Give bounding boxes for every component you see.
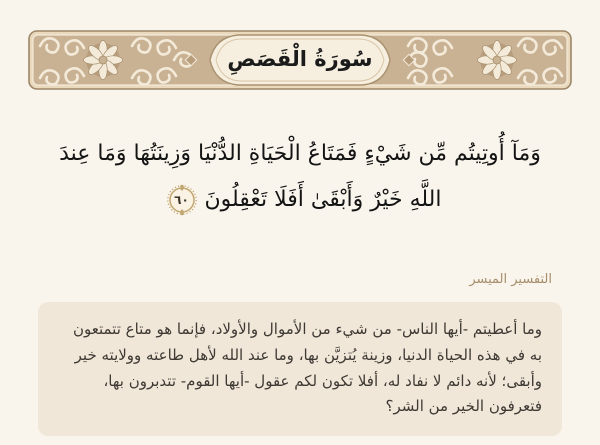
verse-line-1: وَمَآ أُوتِيتُم مِّن شَيْءٍ فَمَتَاعُ الْحَيَاةِ الدُّنْيَا وَزِينَتُهَا وَمَا عِندَ bbox=[59, 141, 541, 167]
surah-title: سُورَةُ الْقَصَصِ bbox=[227, 47, 373, 71]
tafsir-source-label: التفسير الميسر bbox=[469, 272, 552, 287]
tafsir-text: وما أعطيتم -أيها الناس- من شيء من الأموال والأولاد، فإنما هو متاع تتمتعون به في هذه الحياة الدنيا، وزينة يُتزيَّن بها، وما عند الله لأهل طاعته وولايته خير وأبقى؛ لأنه دائم لا نفاد له، أفلا تكون لكم عقول -أيها القوم- تتدبرون بها، فتعرفون الخير من الشر؟ bbox=[72, 320, 542, 416]
ayah-number-medallion bbox=[166, 184, 198, 216]
surah-header-banner bbox=[28, 30, 572, 90]
verse-line-2-text: اللَّهِ خَيْرٌ وَأَبْقَىٰ أَفَلَا تَعْقِلُونَ bbox=[204, 186, 442, 212]
tafsir-text-box bbox=[38, 302, 562, 436]
ayah-number: ٦٠ bbox=[174, 192, 189, 207]
verse-text-block bbox=[0, 102, 600, 252]
verse-line-2 bbox=[159, 184, 442, 216]
